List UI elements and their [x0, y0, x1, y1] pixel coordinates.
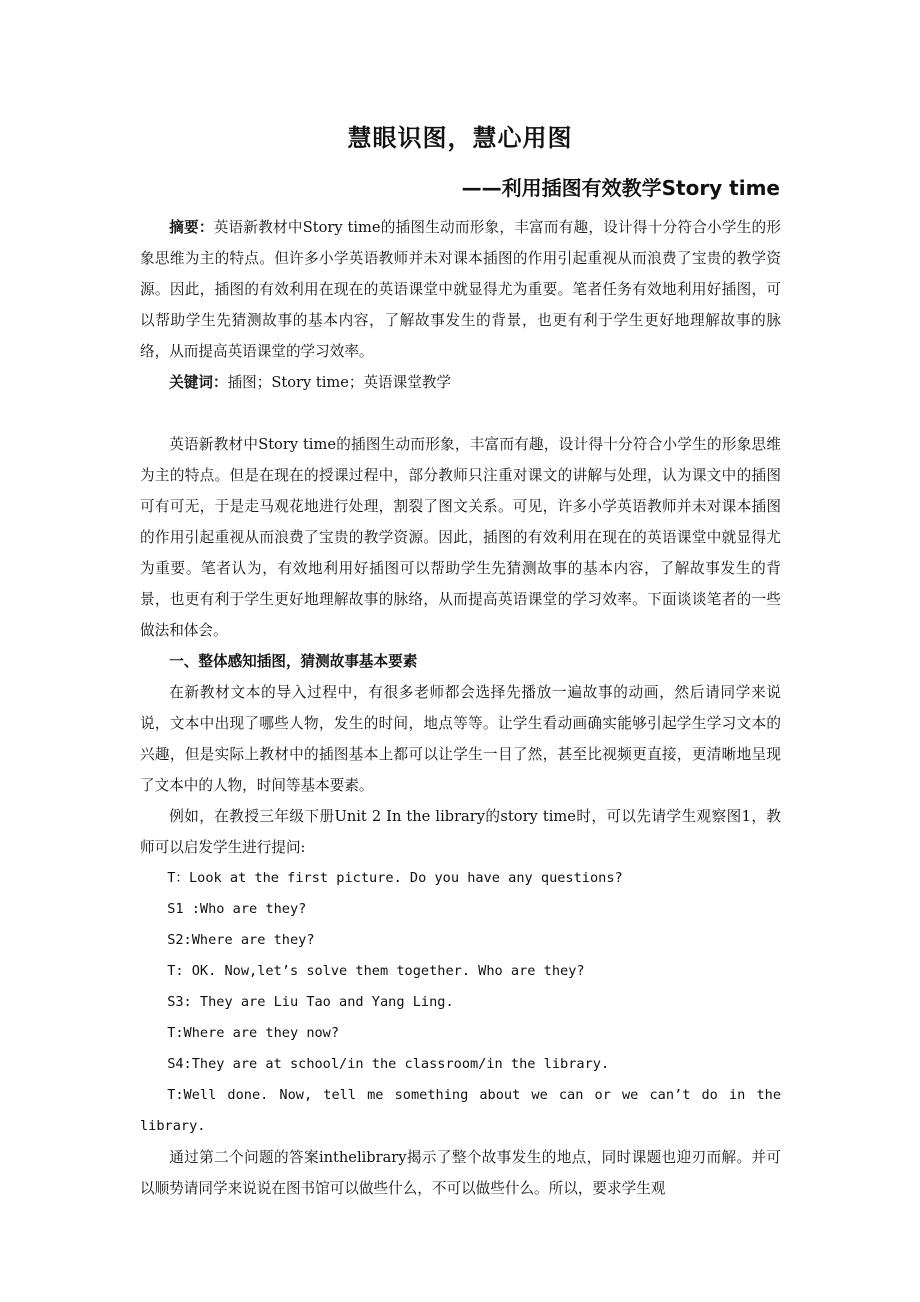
dialogue-line: S1 :Who are they? [167, 901, 307, 917]
dialogue-line: T：Look at the first picture. Do you have any questions? [167, 870, 623, 886]
abstract-paragraph [140, 212, 781, 367]
dialogue-line: T: OK. Now,let’s solve them together. Who are they? [167, 963, 585, 979]
page-title: 慧眼识图，慧心用图 [347, 124, 573, 152]
dialogue-line: T:Well done. Now, tell me something about we can or we can’t do in the library. [140, 1087, 781, 1134]
blank-line [140, 398, 781, 429]
dialogue-line: T:Where are they now? [167, 1025, 340, 1041]
dialogue-line: S2:Where are they? [167, 932, 315, 948]
dialogue-line: S4:They are at school/in the classroom/in the library. [167, 1056, 610, 1072]
section-heading: 一、整体感知插图，猜测故事基本要素 [169, 653, 418, 670]
keywords-paragraph [140, 367, 781, 398]
keywords-text: 插图；Story time；英语课堂教学 [227, 374, 452, 391]
closing-paragraph: 通过第二个问题的答案inthelibrary揭示了整个故事发生的地点，同时课题也迎刃而解。并可以顺势请同学来说说在图书馆可以做些什么，不可以做些什么。所以，要求学生观 [140, 1149, 781, 1197]
abstract-text: 英语新教材中Story time的插图生动而形象，丰富而有趣，设计得十分符合小学生的形象思维为主的特点。但许多小学英语教师并未对课本插图的作用引起重视从而浪费了宝贵的教学资源。因此，插图的有效利用在现在的英语课堂中就显得尤为重要。笔者任务有效地利用好插图，可以帮助学生先猜测故事的基本内容，了解故事发生的背景，也更有利于学生更好地理解故事的脉络，从而提高英语课堂的学习效率。 [140, 219, 781, 360]
dialogue-line: S3: They are Liu Tao and Yang Ling. [167, 994, 454, 1010]
example-paragraph: 例如，在教授三年级下册Unit 2 In the library的story time时，可以先请学生观察图1，教师可以启发学生进行提问: [140, 808, 781, 856]
section-paragraph: 在新教材文本的导入过程中，有很多老师都会选择先播放一遍故事的动画，然后请同学来说说，文本中出现了哪些人物，发生的时间，地点等等。让学生看动画确实能够引起学生学习文本的兴趣，但是实际上教材中的插图基本上都可以让学生一目了然，甚至比视频更直接，更清晰地呈现了文本中的人物，时间等基本要素。 [140, 684, 781, 794]
abstract-label: 摘要： [169, 219, 214, 236]
intro-paragraph: 英语新教材中Story time的插图生动而形象，丰富而有趣，设计得十分符合小学生的形象思维为主的特点。但是在现在的授课过程中，部分教师只注重对课文的讲解与处理，认为课文中的插图可有可无，于是走马观花地进行处理，割裂了图文关系。可见，许多小学英语教师并未对课本插图的作用引起重视从而浪费了宝贵的教学资源。因此，插图的有效利用在现在的英语课堂中就显得尤为重要。笔者认为，有效地利用好插图可以帮助学生先猜测故事的基本内容，了解故事发生的背景，也更有利于学生更好地理解故事的脉络，从而提高英语课堂的学习效率。下面谈谈笔者的一些做法和体会。 [140, 436, 781, 639]
keywords-label: 关键词： [169, 374, 228, 391]
document-body [140, 212, 781, 1204]
page-subtitle: ——利用插图有效教学Story time [461, 176, 780, 200]
